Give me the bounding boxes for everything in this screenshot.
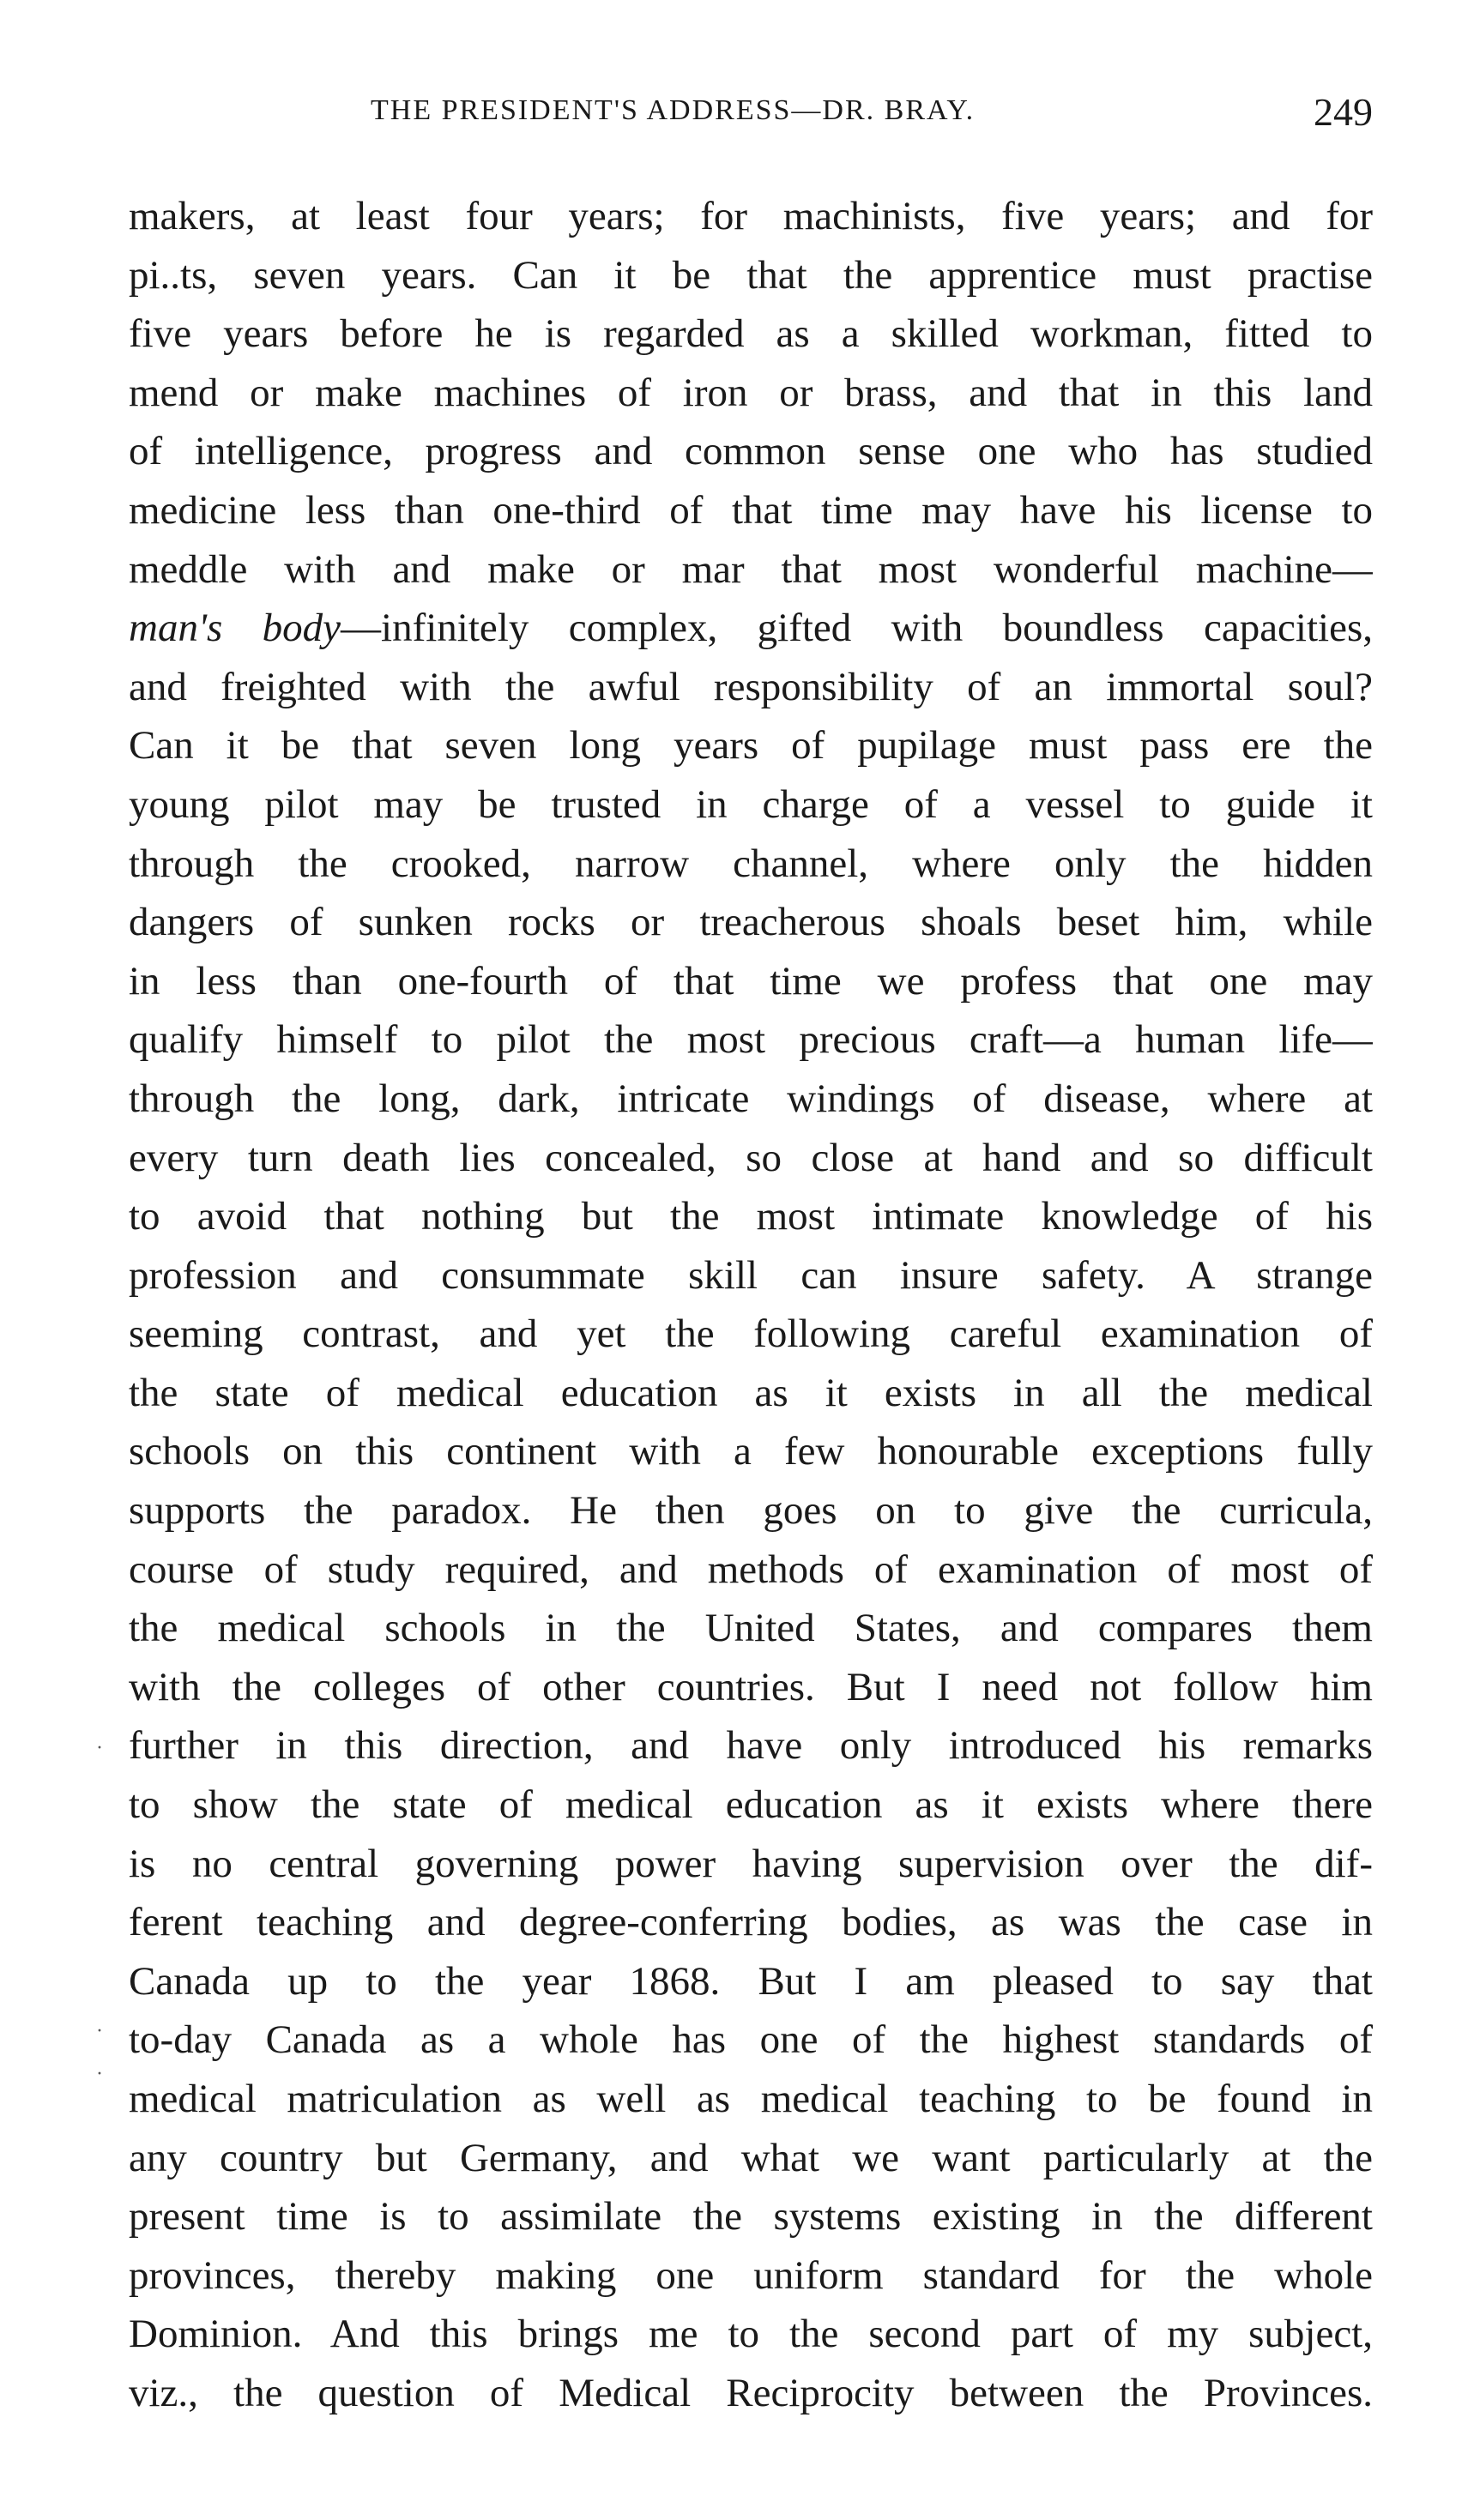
text-run: course of study required, and methods of examination of most of [129,1546,1373,1592]
text-run: makers, at least four years; for machinists, five years; and for [129,194,1373,238]
text-line [129,2246,1373,2306]
text-line [129,1658,1373,1717]
text-line [129,1540,1373,1600]
text-line [129,2070,1373,2129]
text-line [129,1775,1373,1835]
text-run: schools on this continent with a few honourable exceptions fully [129,1429,1373,1474]
text-run: Can it be that seven long years of pupilage must pass ere the [129,723,1373,769]
text-run: any country but Germany, and what we want particularly at the [129,2135,1373,2180]
margin-mark: · [96,2020,103,2042]
text-run: through the long, dark, intricate windings of disease, where at [129,1076,1373,1121]
text-run: Dominion. And this brings me to the second part of my subject, [129,2312,1373,2357]
text-run: viz., the question of Medical Reciprocity between the Provinces. [129,2370,1373,2415]
running-head [129,89,1373,141]
text-run: medicine less than one-third of that time may have his license to [129,487,1373,533]
body-text [129,187,1373,2423]
text-line [129,2187,1373,2246]
text-run: meddle with and make or mar that most wonderful machine— [129,546,1373,592]
text-line [129,2011,1373,2070]
text-run: in less than one-fourth of that time we profess that one may [129,958,1373,1004]
text-run: supports the paradox. He then goes on to give the curricula, [129,1488,1373,1534]
text-line [129,2364,1373,2423]
text-line [129,1364,1373,1423]
text-run: to avoid that nothing but the most intimate knowledge of his [129,1194,1373,1239]
text-run: of intelligence, progress and common sense one who has studied [129,429,1373,474]
text-run: through the crooked, narrow channel, where only the hidden [129,841,1373,886]
text-run: is no central governing power having supervision over the dif- [129,1841,1373,1886]
margin-mark: · [96,2063,103,2085]
text-line [129,246,1373,305]
text-line [129,716,1373,775]
text-run: mend or make machines of iron or brass, and that in this land [129,370,1373,415]
text-line [129,599,1373,658]
text-line [129,364,1373,423]
text-run: dangers of sunken rocks or treacherous shoals beset him, while [129,900,1373,945]
text-line [129,1835,1373,1894]
text-line [129,1070,1373,1129]
text-run: the medical schools in the United States, and compares them [129,1606,1373,1651]
text-line [129,1305,1373,1364]
text-line [129,835,1373,894]
running-title: THE PRESIDENT'S ADDRESS—DR. BRAY. [371,94,976,126]
text-run: —infinitely complex, gifted with boundless capacities, [341,606,1373,651]
text-run: further in this direction, and have only introduced his remarks [129,1723,1373,1769]
text-run: the state of medical education as it exists in all the medical [129,1370,1373,1415]
text-run: and freighted with the awful responsibility of an immortal soul? [129,664,1373,709]
margin-mark: · [96,1737,103,1759]
text-line [129,2129,1373,2188]
italic-run: man's body [129,606,341,651]
text-run: present time is to assimilate the systems existing in the different [129,2194,1373,2240]
text-line [129,2305,1373,2364]
text-run: to show the state of medical education as it exists where there [129,1782,1373,1828]
text-line [129,1187,1373,1246]
text-line [129,1129,1373,1188]
text-run: young pilot may be trusted in charge of a vessel to guide it [129,781,1373,827]
text-line [129,1893,1373,1952]
page-number: 249 [1314,90,1373,134]
text-run: to-day Canada as a whole has one of the highest standards of [129,2017,1373,2063]
text-line [129,1481,1373,1540]
text-line [129,1246,1373,1305]
text-line [129,304,1373,364]
text-line [129,952,1373,1011]
text-line [129,775,1373,835]
text-run: Canada up to the year 1868. But I am pleased to say that [129,1958,1373,2004]
text-run: ferent teaching and degree-conferring bodies, as was the case in [129,1900,1373,1945]
text-line [129,1599,1373,1658]
text-run: qualify himself to pilot the most precious craft—a human life— [129,1017,1373,1063]
text-line [129,540,1373,600]
text-run: five years before he is regarded as a skilled workman, fitted to [129,311,1373,357]
text-line [129,187,1373,246]
text-run: medical matriculation as well as medical teaching to be found in [129,2077,1373,2121]
text-run: with the colleges of other countries. But I need not follow him [129,1664,1373,1709]
text-line [129,422,1373,481]
text-run: pi..ts, seven years. Can it be that the apprentice must practise [129,252,1373,298]
text-line [129,893,1373,952]
text-run: seeming contrast, and yet the following careful examination of [129,1311,1373,1357]
text-line [129,1422,1373,1481]
text-line [129,658,1373,717]
text-run: provinces, thereby making one uniform standard for the whole [129,2252,1373,2298]
text-line [129,1010,1373,1070]
text-line [129,1716,1373,1775]
text-line [129,481,1373,540]
text-line [129,1952,1373,2011]
text-run: profession and consummate skill can insure safety. A strange [129,1252,1373,1298]
text-run: every turn death lies concealed, so close at hand and so difficult [129,1135,1373,1180]
